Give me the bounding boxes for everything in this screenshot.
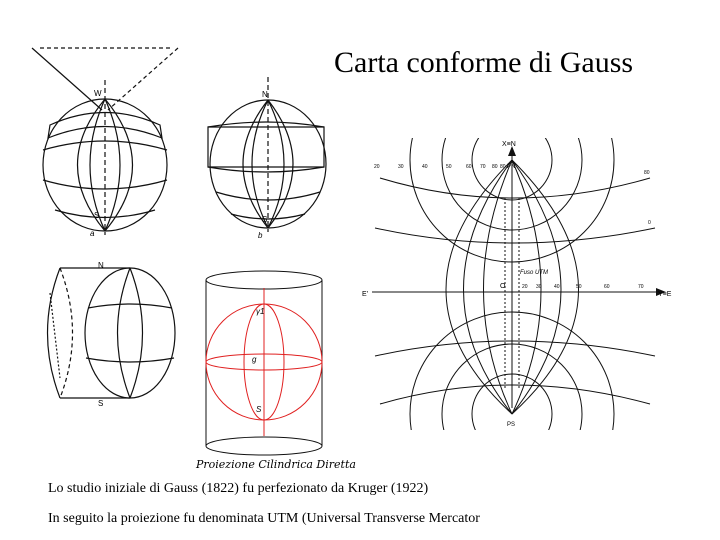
grid-origin-label: O bbox=[500, 283, 506, 290]
figure-d-middle-label: g bbox=[252, 355, 257, 364]
handwritten-caption: Proiezione Cilindrica Diretta bbox=[196, 458, 356, 471]
grid-pole-south-label: PS bbox=[507, 422, 516, 428]
svg-text:80: 80 bbox=[500, 164, 506, 170]
grid-right-axis-label: Y≡E bbox=[658, 291, 672, 298]
svg-text:60: 60 bbox=[466, 164, 472, 170]
svg-text:30: 30 bbox=[398, 164, 404, 170]
grid-top-ticks bbox=[374, 164, 506, 170]
figure-d-bottom-label: S bbox=[256, 405, 262, 414]
grid-axis-ticks bbox=[522, 284, 644, 290]
description-line-1: Lo studio iniziale di Gauss (1822) fu perfezionato da Kruger (1922) bbox=[48, 481, 429, 496]
svg-text:20: 20 bbox=[374, 164, 380, 170]
slide-title: Carta conforme di Gauss bbox=[334, 46, 634, 79]
svg-text:50: 50 bbox=[446, 164, 452, 170]
svg-text:70: 70 bbox=[480, 164, 486, 170]
gauss-grid-diagram bbox=[360, 138, 696, 430]
svg-text:0: 0 bbox=[648, 220, 651, 226]
svg-text:80: 80 bbox=[492, 164, 498, 170]
figure-b-label: b bbox=[258, 231, 263, 240]
figure-a-south-label: S bbox=[94, 211, 100, 220]
svg-text:60: 60 bbox=[604, 284, 610, 290]
figure-a-label: a bbox=[90, 229, 95, 238]
svg-text:50: 50 bbox=[576, 284, 582, 290]
figure-a-north-label: W bbox=[94, 89, 102, 98]
grid-pole-north-label: PN bbox=[507, 164, 516, 170]
figure-b-sphere-cylinder bbox=[196, 72, 336, 242]
figure-a-sphere-cone bbox=[20, 40, 190, 240]
figure-d-top-label: γ1 bbox=[256, 307, 265, 316]
figure-b-south-label: S bbox=[262, 215, 268, 224]
figure-c-transverse-cylinder bbox=[30, 258, 190, 408]
svg-text:80: 80 bbox=[644, 170, 650, 176]
grid-top-axis-label: X≡N bbox=[502, 141, 516, 148]
svg-text:40: 40 bbox=[422, 164, 428, 170]
grid-left-label: E' bbox=[362, 291, 369, 298]
svg-text:40: 40 bbox=[554, 284, 560, 290]
svg-text:30: 30 bbox=[536, 284, 542, 290]
svg-text:70: 70 bbox=[638, 284, 644, 290]
figure-d-cylindrical-projection bbox=[198, 266, 334, 460]
figure-c-south-label: S bbox=[98, 399, 104, 408]
svg-text:20: 20 bbox=[522, 284, 528, 290]
description-line-2: In seguito la proiezione fu denominata UTM (Universal Transverse Mercator bbox=[48, 511, 480, 526]
grid-fuse-label: Fuso UTM bbox=[520, 270, 549, 276]
figure-c-north-label: N bbox=[98, 261, 104, 270]
figure-b-north-label: N bbox=[262, 90, 268, 99]
